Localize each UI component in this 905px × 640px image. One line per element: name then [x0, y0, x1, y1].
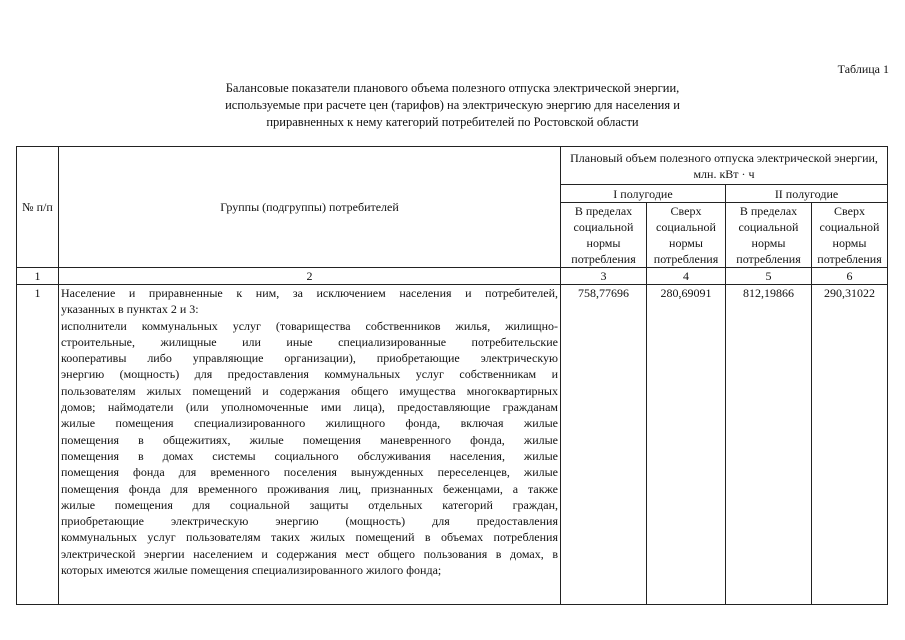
header-within-1	[561, 203, 647, 268]
col-number: 1	[17, 268, 59, 285]
description-line: помещения в общежитиях, жилые помещения маневренного фонда, жилые	[61, 432, 558, 447]
header-text: нормы	[832, 236, 867, 250]
row-value-over-2: 290,31022	[812, 285, 888, 605]
header-text: потребления	[653, 252, 719, 266]
document-title	[0, 80, 905, 131]
header-over-2	[812, 203, 888, 268]
header-text: социальной	[656, 220, 716, 234]
header-text: нормы	[586, 236, 621, 250]
header-text: В пределах	[574, 204, 633, 218]
description-line: коммунальных услуг пользователям таких жилых помещений в объемах потребления	[61, 530, 558, 545]
header-text: социальной	[738, 220, 799, 234]
header-plan	[561, 147, 888, 185]
col-number: 3	[561, 268, 647, 285]
description-line: Население и приравненные к ним, за исключением населения и потребителей,	[61, 286, 558, 300]
table-label: Таблица 1	[837, 62, 889, 76]
description-line: помещения в домах системы социального обслуживания населения, жилые	[61, 448, 558, 463]
description-line: электрической энергии населением и содержания мест общего пользования в домах, в	[61, 546, 558, 561]
description-line: которых имеются жилые помещения специализированного жилого фонда;	[61, 563, 442, 578]
header-half1: I полугодие	[561, 185, 726, 203]
header-text: социальной	[819, 220, 880, 234]
description-line: жилые помещения для социальной защиты отдельных категорий граждан,	[61, 497, 558, 512]
row-value-within-1: 758,77696	[561, 285, 647, 605]
header-half2: II полугодие	[726, 185, 888, 203]
col-number: 6	[812, 268, 888, 285]
header-text: Сверх	[834, 204, 865, 218]
title-line: используемые при расчете цен (тарифов) на электрическую энергию для населения и	[225, 98, 680, 112]
header-num: № п/п	[17, 147, 59, 268]
header-group: Группы (подгруппы) потребителей	[59, 147, 561, 268]
description-line: приобретающие электрическую энергию (мощность) для предоставления	[61, 514, 558, 529]
header-text: В пределах	[739, 204, 798, 218]
header-over-1	[647, 203, 726, 268]
header-plan-unit: млн. кВт · ч	[693, 166, 755, 181]
col-number: 5	[726, 268, 812, 285]
description-line: пользователям жилых помещений и содержания общего имущества многоквартирных	[61, 383, 558, 398]
header-text: Сверх	[670, 204, 702, 218]
header-within-2	[726, 203, 812, 268]
description-line: указанных в пунктах 2 и 3:	[61, 302, 199, 317]
description-line: строительные, жилищные или иные специализированные потребительские	[61, 334, 558, 349]
title-line: приравненных к нему категорий потребителей по Ростовской области	[266, 115, 639, 129]
col-number: 2	[59, 268, 561, 285]
description-line: энергию (мощность) для предоставления коммунальных услуг собственникам и	[61, 367, 558, 382]
description-line: помещения фонда для временного поселения вынужденных переселенцев, жилые	[61, 465, 558, 480]
balance-table	[16, 146, 888, 605]
header-text: потребления	[571, 252, 636, 266]
header-text: социальной	[573, 220, 634, 234]
header-text: потребления	[817, 252, 882, 266]
table-row	[17, 285, 888, 605]
row-description	[59, 285, 561, 605]
description-line: домов; наймодатели (или уполномоченные ими лица), предоставляющие гражданам	[61, 400, 558, 415]
header-text: потребления	[736, 252, 801, 266]
row-value-over-1: 280,69091	[647, 285, 726, 605]
header-plan-line: Плановый объем полезного отпуска электрической энергии,	[570, 150, 878, 165]
header-text: нормы	[669, 236, 703, 250]
description-line: исполнители коммунальных услуг (товарищества собственников жилья, жилищно-	[61, 318, 558, 333]
title-line: Балансовые показатели планового объема полезного отпуска электрической энергии,	[225, 81, 680, 95]
description-line: помещения фонда для временного проживания лиц, признанных беженцами, а также	[61, 481, 558, 496]
description-line: кооперативы либо управляющие организации), приобретающие электрическую	[61, 351, 558, 366]
row-num: 1	[17, 285, 59, 605]
description-line: жилые помещения специализированного жилищного фонда, включая жилые	[61, 416, 558, 431]
col-number: 4	[647, 268, 726, 285]
row-value-within-2: 812,19866	[726, 285, 812, 605]
header-text: нормы	[751, 236, 786, 250]
